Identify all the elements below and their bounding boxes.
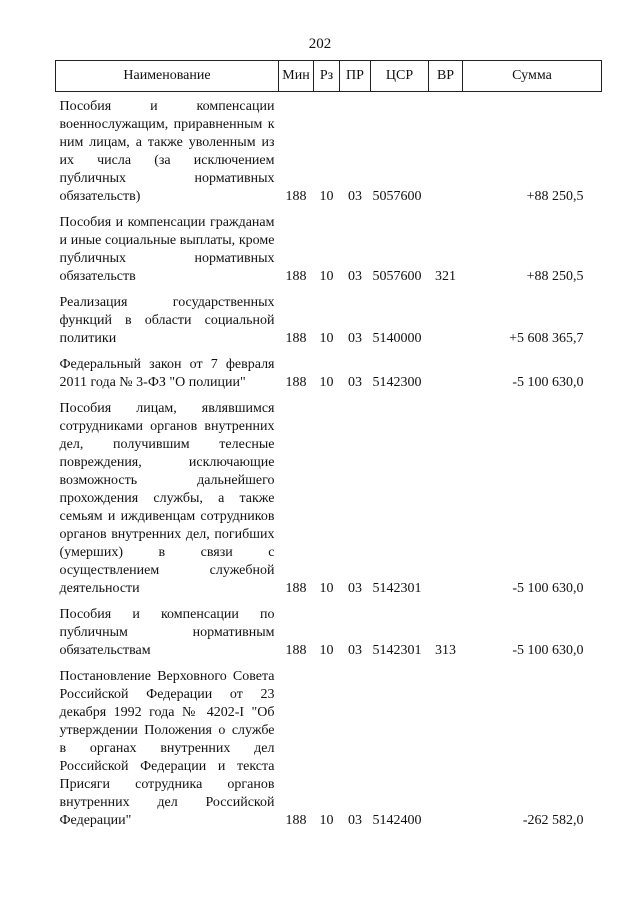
table-row: [56, 668, 602, 838]
row-name: Пособия лицам, являвшимся сотрудниками органов внутренних дел, получившим телесные повреждения, исключающие возможность дальнейшего прохождения службы, а также семьям и иждивенцам сотрудников органов внутренних дел, погибших (умерших) в связи с осуществлением служебной деятельности: [59, 401, 275, 596]
row-csr: 5142400: [372, 813, 422, 828]
header-csr: ЦСР: [371, 61, 429, 92]
budget-table: [55, 60, 602, 838]
row-min: 188: [285, 581, 307, 596]
row-sum: +5 608 365,7: [509, 331, 584, 346]
table-row: [56, 294, 602, 356]
row-csr: 5142301: [372, 643, 422, 658]
row-vr: 313: [435, 643, 456, 658]
row-min: 188: [285, 189, 307, 204]
table-row: [56, 92, 602, 215]
row-rz: 10: [319, 581, 334, 596]
row-name: Реализация государственных функций в области социальной политики: [59, 295, 275, 346]
row-min: 188: [285, 375, 307, 390]
row-pr: 03: [348, 581, 362, 596]
row-vr: [429, 668, 463, 838]
row-sum: -5 100 630,0: [512, 581, 584, 596]
row-min: 188: [285, 813, 307, 828]
row-name: Пособия и компенсации по публичным нормативным обязательствам: [59, 607, 275, 658]
row-pr: 03: [348, 269, 362, 284]
table-row: [56, 400, 602, 606]
header-sum: Сумма: [463, 61, 602, 92]
row-name: Постановление Верховного Совета Российской Федерации от 23 декабря 1992 года № 4202-I "Об утверждении Положения о службе в органах внутренних дел Российской Федерации и текста Присяги сотрудника органов внутренних дел Российской Федерации": [59, 669, 275, 828]
row-name: Пособия и компенсации гражданам и иные социальные выплаты, кроме публичных нормативных обязательств: [59, 215, 275, 284]
row-csr: 5142300: [372, 375, 422, 390]
header-vr: ВР: [429, 61, 463, 92]
row-rz: 10: [319, 375, 334, 390]
row-vr: [429, 92, 463, 215]
table-row: [56, 606, 602, 668]
row-csr: 5142301: [372, 581, 422, 596]
row-sum: +88 250,5: [526, 189, 584, 204]
row-rz: 10: [319, 331, 334, 346]
row-vr: 321: [435, 269, 456, 284]
row-min: 188: [285, 269, 307, 284]
row-min: 188: [285, 643, 307, 658]
table-row: [56, 214, 602, 294]
row-sum: -262 582,0: [522, 813, 584, 828]
row-rz: 10: [319, 813, 334, 828]
row-pr: 03: [348, 331, 362, 346]
row-csr: 5057600: [372, 269, 422, 284]
header-min: Мин: [279, 61, 314, 92]
header-rz: Рз: [314, 61, 340, 92]
page-number: 202: [308, 36, 332, 52]
header-name: Наименование: [56, 61, 279, 92]
row-pr: 03: [348, 375, 362, 390]
row-rz: 10: [319, 643, 334, 658]
row-name: Федеральный закон от 7 февраля 2011 года № 3-ФЗ "О полиции": [59, 357, 275, 390]
row-csr: 5057600: [372, 189, 422, 204]
row-pr: 03: [348, 813, 362, 828]
row-min: 188: [285, 331, 307, 346]
row-sum: +88 250,5: [526, 269, 584, 284]
row-pr: 03: [348, 643, 362, 658]
row-csr: 5140000: [372, 331, 422, 346]
row-pr: 03: [348, 189, 362, 204]
row-name: Пособия и компенсации военнослужащим, приравненным к ним лицам, а также уволенным из их числа (за исключением публичных нормативных обязательств): [59, 99, 275, 204]
row-rz: 10: [319, 269, 334, 284]
table-body: [56, 92, 602, 839]
table-header: [56, 61, 602, 92]
row-rz: 10: [319, 189, 334, 204]
row-vr: [429, 356, 463, 400]
header-pr: ПР: [340, 61, 371, 92]
row-vr: [429, 294, 463, 356]
row-vr: [429, 400, 463, 606]
row-sum: -5 100 630,0: [512, 643, 584, 658]
row-sum: -5 100 630,0: [512, 375, 584, 390]
table-row: [56, 356, 602, 400]
